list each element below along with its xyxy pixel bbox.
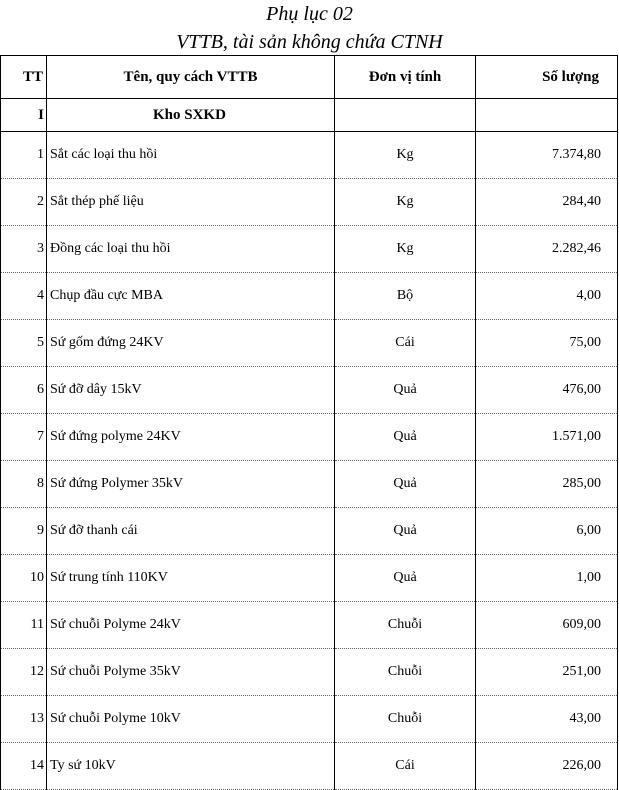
row-name: Sứ đứng polyme 24KV (47, 414, 335, 461)
row-tt: 10 (1, 555, 47, 602)
section-name: Kho SXKD (47, 99, 335, 132)
row-tt: 6 (1, 367, 47, 414)
table-row (1, 320, 618, 367)
row-qty: 476,00 (476, 367, 618, 414)
row-unit: Quả (335, 508, 476, 555)
row-unit: Chuỗi (335, 649, 476, 696)
row-tt: 5 (1, 320, 47, 367)
table-row (1, 461, 618, 508)
row-tt: 4 (1, 273, 47, 320)
row-tt: 9 (1, 508, 47, 555)
materials-table (0, 55, 618, 790)
row-qty: 609,00 (476, 602, 618, 649)
row-tt: 2 (1, 179, 47, 226)
row-unit: Kg (335, 179, 476, 226)
row-name: Đồng các loại thu hồi (47, 226, 335, 273)
table-row (1, 696, 618, 743)
table-row (1, 508, 618, 555)
row-unit: Kg (335, 132, 476, 179)
row-name: Sứ trung tính 110KV (47, 555, 335, 602)
row-tt: 3 (1, 226, 47, 273)
table-row (1, 743, 618, 790)
row-qty: 6,00 (476, 508, 618, 555)
row-name: Sứ chuỗi Polyme 35kV (47, 649, 335, 696)
row-name: Sắt các loại thu hồi (47, 132, 335, 179)
row-qty: 226,00 (476, 743, 618, 790)
row-unit: Quả (335, 367, 476, 414)
row-name: Sứ đỡ thanh cái (47, 508, 335, 555)
row-name: Chụp đầu cực MBA (47, 273, 335, 320)
section-unit-cell (335, 99, 476, 132)
row-name: Sứ đỡ dây 15kV (47, 367, 335, 414)
row-qty: 1,00 (476, 555, 618, 602)
table-row (1, 367, 618, 414)
row-tt: 11 (1, 602, 47, 649)
row-unit: Chuỗi (335, 602, 476, 649)
table-row (1, 414, 618, 461)
header-qty: Số lượng (476, 56, 618, 99)
row-name: Sứ chuỗi Polyme 24kV (47, 602, 335, 649)
section-qty-cell (476, 99, 618, 132)
row-qty: 285,00 (476, 461, 618, 508)
section-row (1, 99, 618, 132)
row-unit: Quả (335, 555, 476, 602)
row-qty: 284,40 (476, 179, 618, 226)
row-tt: 1 (1, 132, 47, 179)
row-qty: 43,00 (476, 696, 618, 743)
table-row (1, 649, 618, 696)
row-tt: 7 (1, 414, 47, 461)
page-subtitle: VTTB, tài sản không chứa CTNH (176, 31, 443, 53)
row-tt: 8 (1, 461, 47, 508)
row-unit: Bộ (335, 273, 476, 320)
row-qty: 1.571,00 (476, 414, 618, 461)
row-unit: Kg (335, 226, 476, 273)
header-unit: Đơn vị tính (335, 56, 476, 99)
row-qty: 251,00 (476, 649, 618, 696)
row-unit: Cái (335, 320, 476, 367)
header-name: Tên, quy cách VTTB (47, 56, 335, 99)
row-unit: Quả (335, 461, 476, 508)
section-tt: I (1, 99, 47, 132)
row-qty: 4,00 (476, 273, 618, 320)
row-name: Ty sứ 10kV (47, 743, 335, 790)
row-unit: Quả (335, 414, 476, 461)
header-tt: TT (1, 56, 47, 99)
row-name: Sứ gốm đứng 24KV (47, 320, 335, 367)
row-unit: Chuỗi (335, 696, 476, 743)
row-qty: 2.282,46 (476, 226, 618, 273)
row-tt: 14 (1, 743, 47, 790)
row-name: Sứ chuỗi Polyme 10kV (47, 696, 335, 743)
page-title: Phụ lục 02 (266, 3, 353, 25)
row-qty: 7.374,80 (476, 132, 618, 179)
row-tt: 13 (1, 696, 47, 743)
row-name: Sứ đứng Polymer 35kV (47, 461, 335, 508)
row-qty: 75,00 (476, 320, 618, 367)
table-header-row (1, 56, 618, 99)
table-row (1, 555, 618, 602)
row-name: Sắt thép phế liệu (47, 179, 335, 226)
table-row (1, 132, 618, 179)
table-row (1, 602, 618, 649)
row-tt: 12 (1, 649, 47, 696)
table-row (1, 179, 618, 226)
table-row (1, 273, 618, 320)
row-unit: Cái (335, 743, 476, 790)
table-row (1, 226, 618, 273)
